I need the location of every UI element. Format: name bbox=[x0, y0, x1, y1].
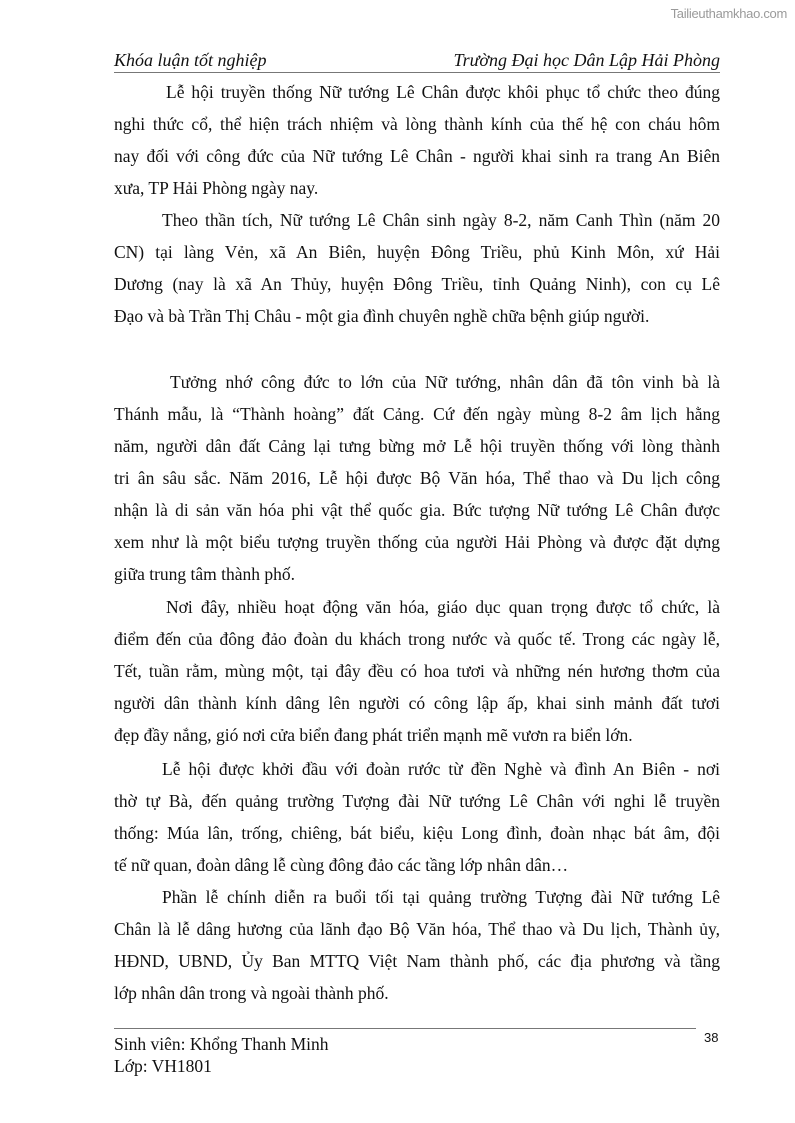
header-left: Khóa luận tốt nghiệp bbox=[114, 50, 267, 70]
text-line: Lễ hội truyền thống Nữ tướng Lê Chân được khôi phục tổ chức theo đúng bbox=[166, 82, 720, 102]
text-line: lớp nhân dân trong và ngoài thành phố. bbox=[114, 983, 389, 1003]
text-line: thống: Múa lân, trống, chiêng, bát biểu, kiệu Long đình, đoàn nhạc bát âm, đội bbox=[114, 823, 720, 843]
text-line: năm, người dân đất Cảng lại tưng bừng mở Lễ hội truyền thống với lòng thành bbox=[114, 436, 720, 456]
paragraph bbox=[114, 591, 720, 751]
text-line: Theo thần tích, Nữ tướng Lê Chân sinh ngày 8-2, năm Canh Thìn (năm 20 bbox=[162, 210, 720, 230]
paragraph bbox=[114, 753, 720, 881]
text-line: Dương (nay là xã An Thủy, huyện Đông Triều, tỉnh Quảng Ninh), con cụ Lê bbox=[114, 274, 720, 294]
text-line: nghi thức cổ, thể hiện trách nhiệm và lòng thành kính của thế hệ con cháu hôm bbox=[114, 114, 720, 134]
text-line: Tết, tuần rằm, mùng một, tại đây đều có hoa tươi và những nén hương thơm của bbox=[114, 661, 720, 681]
text-line: nay đối với công đức của Nữ tướng Lê Chân - người khai sinh ra trang An Biên bbox=[114, 146, 720, 166]
text-line: tri ân sâu sắc. Năm 2016, Lễ hội được Bộ Văn hóa, Thể thao và Du lịch công bbox=[114, 468, 720, 488]
footer-divider bbox=[114, 1028, 696, 1029]
paragraph bbox=[114, 881, 720, 1009]
text-line: CN) tại làng Vẻn, xã An Biên, huyện Đông Triều, phủ Kinh Môn, xứ Hải bbox=[114, 242, 720, 262]
text-line: đẹp đầy nắng, gió nơi cửa biển đang phát triển mạnh mẽ vươn ra biển lớn. bbox=[114, 725, 633, 745]
text-line: Lễ hội được khởi đầu với đoàn rước từ đền Nghè và đình An Biên - nơi bbox=[162, 759, 720, 779]
text-line: Đạo và bà Trần Thị Châu - một gia đình chuyên nghề chữa bệnh giúp người. bbox=[114, 306, 650, 326]
text-line: nhận là di sản văn hóa phi vật thể quốc gia. Bức tượng Nữ tướng Lê Chân được bbox=[114, 500, 720, 520]
footer-student: Sinh viên: Khổng Thanh Minh bbox=[114, 1034, 329, 1054]
header-right: Trường Đại học Dân Lập Hải Phòng bbox=[453, 50, 720, 70]
text-line: Phần lễ chính diễn ra buổi tối tại quảng trường Tượng đài Nữ tướng Lê bbox=[162, 887, 720, 907]
text-line: HĐND, UBND, Ủy Ban MTTQ Việt Nam thành phố, các địa phương và tầng bbox=[114, 951, 720, 971]
text-line: Thánh mẫu, là “Thành hoàng” đất Cảng. Cứ đến ngày mùng 8-2 âm lịch hằng bbox=[114, 404, 720, 424]
text-line: xem như là một biểu tượng truyền thống của người Hải Phòng và được đặt dựng bbox=[114, 532, 720, 552]
text-line: Nơi đây, nhiều hoạt động văn hóa, giáo dục quan trọng được tổ chức, là bbox=[166, 597, 720, 617]
paragraph bbox=[114, 366, 720, 590]
text-line: Tưởng nhớ công đức to lớn của Nữ tướng, nhân dân đã tôn vinh bà là bbox=[170, 372, 720, 392]
footer-class: Lớp: VH1801 bbox=[114, 1056, 212, 1076]
text-line: người dân thành kính dâng lên người có công lập ấp, khai sinh mảnh đất tươi bbox=[114, 693, 720, 713]
text-line: điểm đến của đông đảo đoàn du khách trong nước và quốc tế. Trong các ngày lễ, bbox=[114, 629, 720, 649]
paragraph bbox=[114, 76, 720, 204]
page-number: 38 bbox=[704, 1030, 719, 1045]
text-line: Chân là lễ dâng hương của lãnh đạo Bộ Văn hóa, Thể thao và Du lịch, Thành ủy, bbox=[114, 919, 720, 939]
text-line: giữa trung tâm thành phố. bbox=[114, 564, 296, 584]
watermark: Tailieuthamkhao.com bbox=[670, 6, 787, 21]
paragraph bbox=[114, 204, 720, 332]
text-line: xưa, TP Hải Phòng ngày nay. bbox=[114, 178, 319, 198]
page-header bbox=[114, 50, 720, 73]
text-line: tế nữ quan, đoàn dâng lễ cùng đông đảo các tầng lớp nhân dân… bbox=[114, 855, 569, 875]
text-line: thờ tự Bà, đến quảng trường Tượng đài Nữ tướng Lê Chân với nghi lễ truyền bbox=[114, 791, 720, 811]
